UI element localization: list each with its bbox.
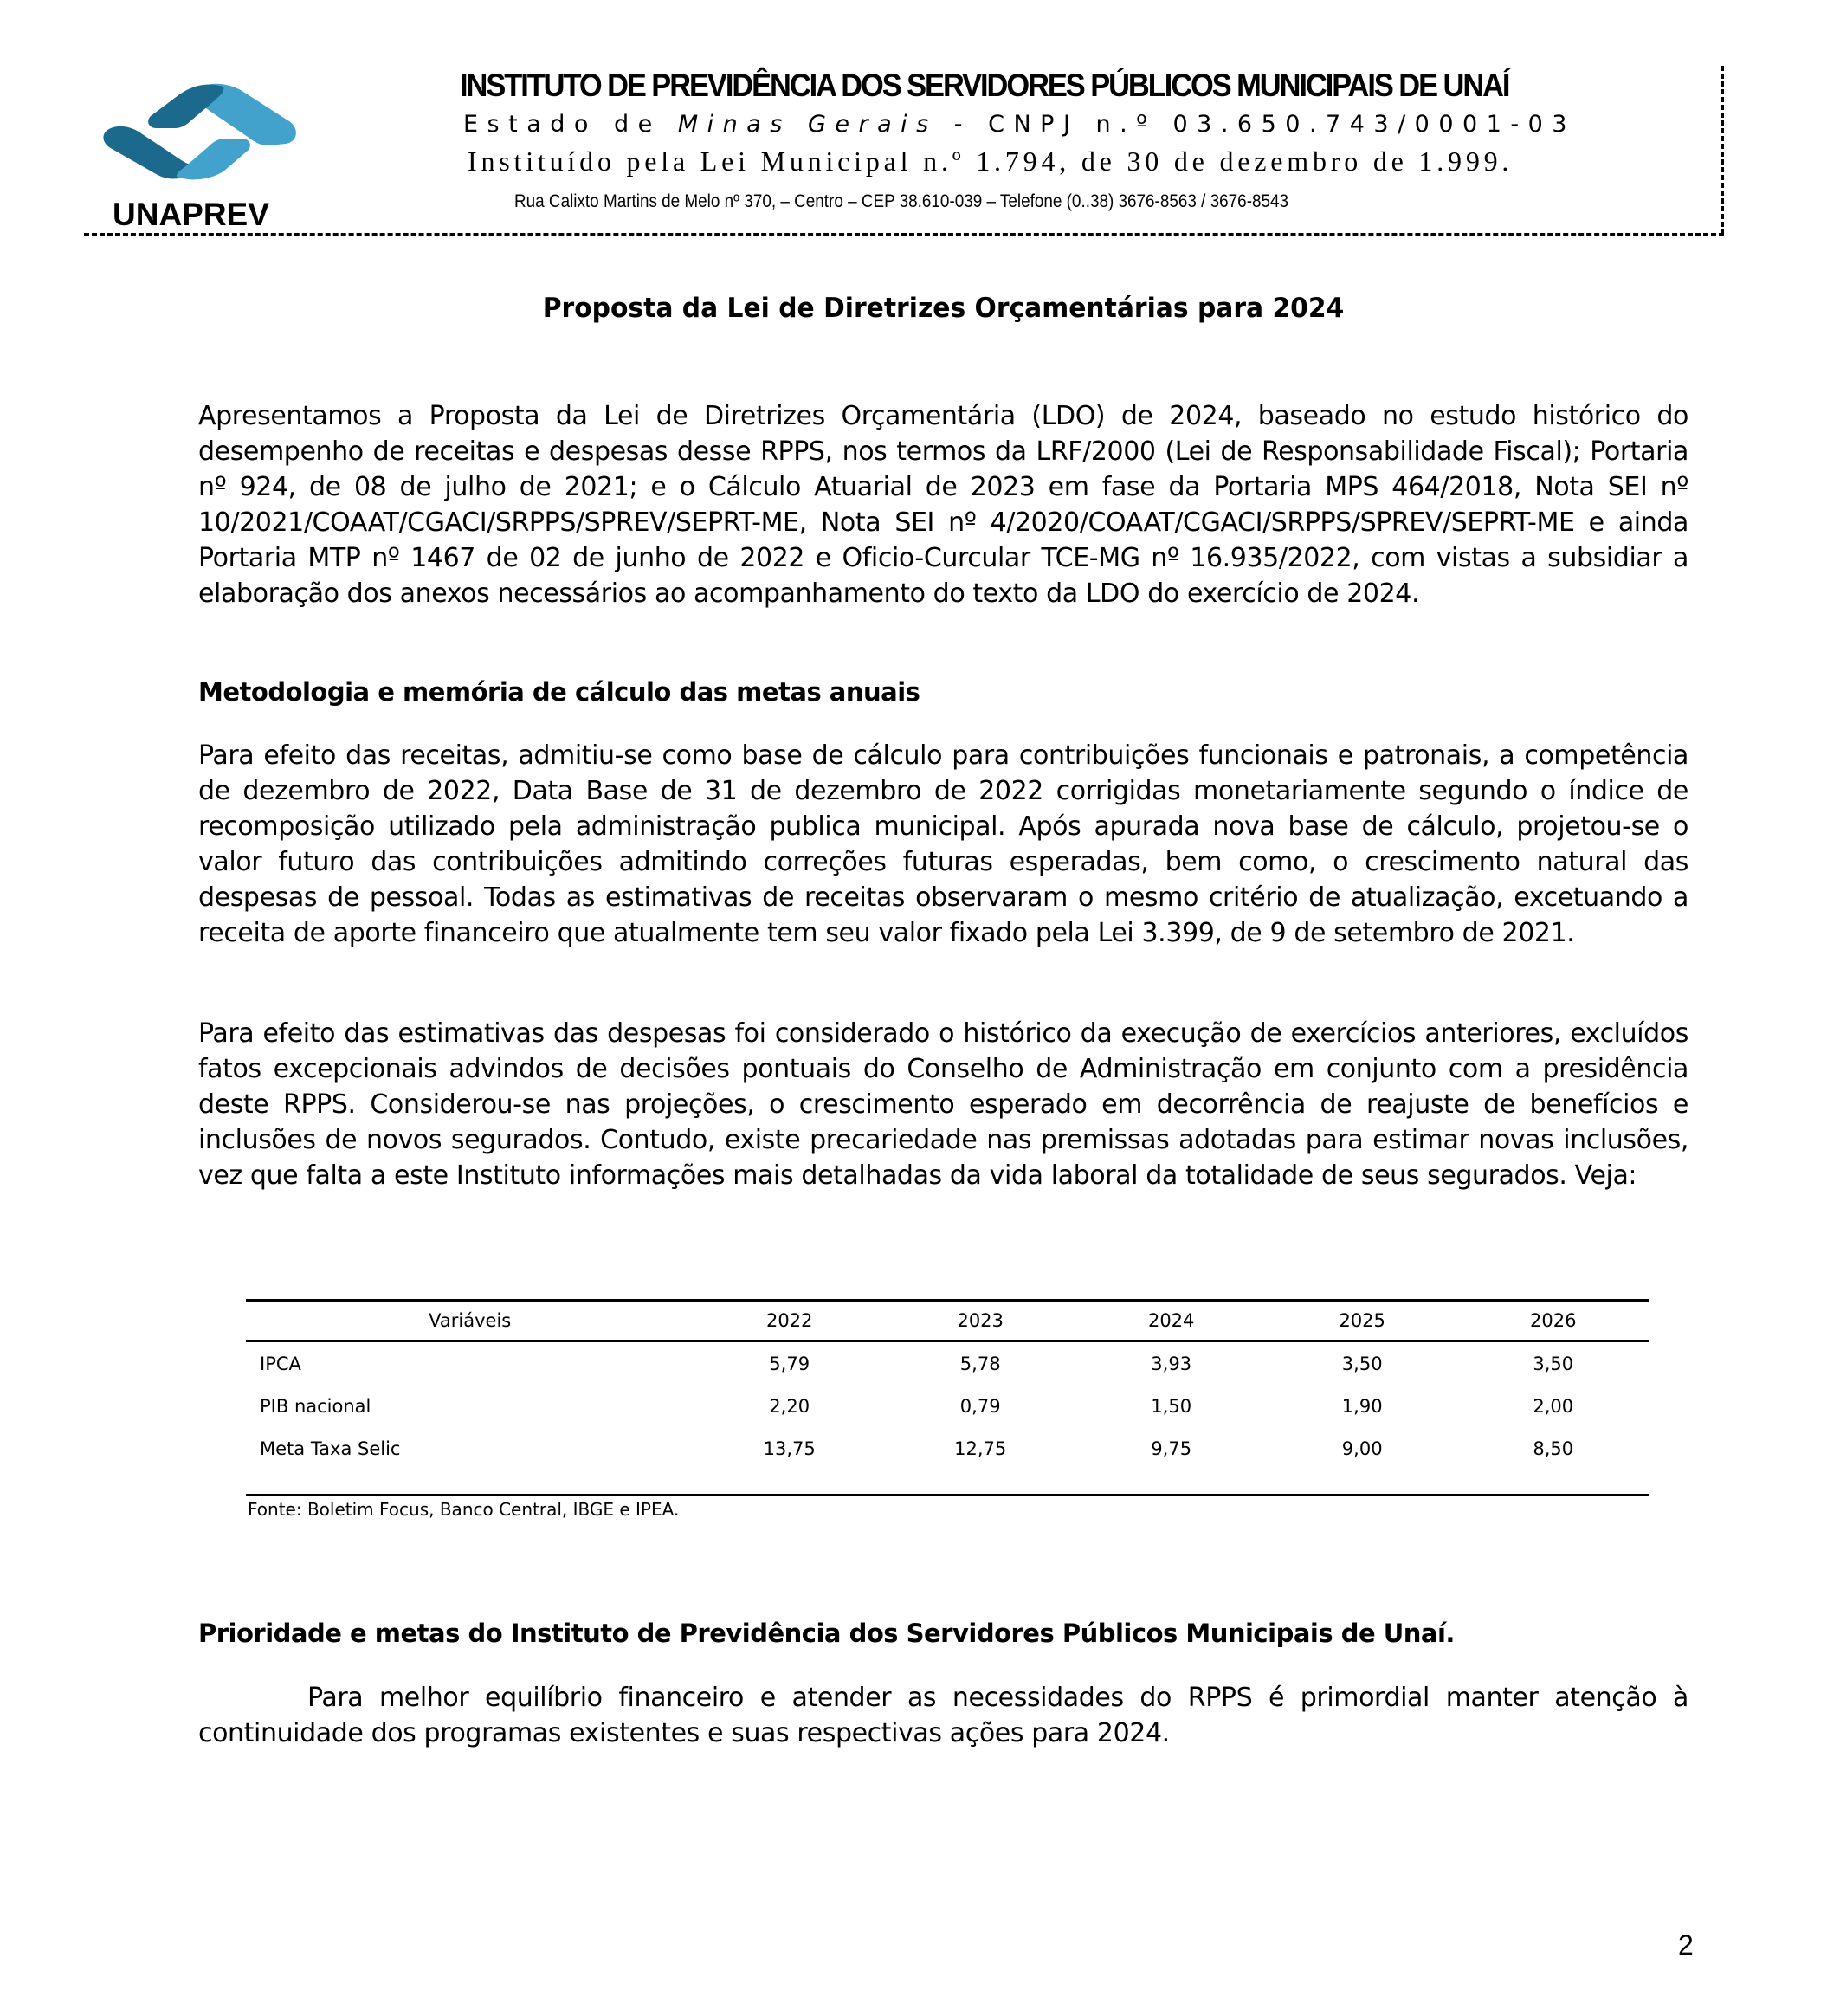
economic-variables-table [246,1299,1649,1496]
table-cell: 8,50 [1533,1438,1574,1459]
cnpj: - CNPJ n.º 03.650.743/0001-03 [937,111,1576,138]
table-cell: 3,50 [1533,1353,1574,1374]
table-cell: 3,50 [1341,1353,1383,1374]
column-header: 2022 [694,1302,885,1341]
row-label: Meta Taxa Selic [260,1438,401,1459]
state-name: Minas Gerais [677,111,938,138]
table-cell: 12,75 [954,1438,1007,1459]
section-heading-methodology: Metodologia e memória de cálculo das metas anuais [198,677,920,707]
state-prefix: Estado de [463,111,678,138]
column-header: 2025 [1267,1302,1458,1341]
column-header: 2024 [1075,1302,1267,1341]
unaprev-logo-icon [94,78,301,184]
table-source-note: Fonte: Boletim Focus, Banco Central, IBGE e IPEA. [248,1499,680,1520]
table-cell: 9,75 [1151,1438,1192,1459]
row-label: IPCA [260,1353,301,1374]
revenue-paragraph: Para efeito das receitas, admitiu-se como base de cálculo para contribuições funcionais e patronais, a competência de dezembro de 2022, Data Base de 31 de dezembro de 2022 corrigidas monetariamente segundo o índice de recomposição utilizado pela administração publica municipal. Após apurada nova base de cálculo, projetou-se o valor futuro das contribuições admitindo correções futuras esperadas, bem como, o crescimento natural das despesas de pessoal. Todas as estimativas de receitas observaram o mesmo critério de atualização, excetuando a receita de aporte financeiro que atualmente tem seu valor fixado pela Lei 3.399, de 9 de setembro de 2021. [198,740,1688,948]
page-number: 2 [1678,1929,1694,1961]
table-header-row [246,1302,1649,1341]
column-header: Variáveis [246,1302,694,1341]
founding-law: Instituído pela Lei Municipal n.º 1.794, de 30 de dezembro de 1.999. [468,145,1514,177]
table-row [246,1341,1649,1386]
header-right-border [1721,66,1724,235]
address-line: Rua Calixto Martins de Melo nº 370, – Centro – CEP 38.610-039 – Telefone (0..38) 3676-8563 / 3676-8543 [514,191,1289,211]
unaprev-logo [94,78,301,184]
table-cell: 0,79 [959,1395,1001,1417]
table-cell: 2,20 [769,1395,810,1417]
priorities-paragraph: Para melhor equilíbrio financeiro e atender as necessidades do RPPS é primordial manter atenção à continuidade dos programas existentes e suas respectivas ações para 2024. [198,1683,1688,1748]
column-header: 2023 [885,1302,1076,1341]
row-label: PIB nacional [260,1395,371,1417]
table-cell: 9,00 [1341,1438,1383,1459]
column-header: 2026 [1457,1302,1649,1341]
intro-paragraph: Apresentamos a Proposta da Lei de Diretrizes Orçamentária (LDO) de 2024, baseado no estudo histórico do desempenho de receitas e despesas desse RPPS, nos termos da LRF/2000 (Lei de Responsabilidade Fiscal); Portaria nº 924, de 08 de julho de 2021; e o Cálculo Atuarial de 2023 em fase da Portaria MPS 464/2018, Nota SEI nº 10/2021/COAAT/CGACI/SRPPS/SPREV/SEPRT-ME, Nota SEI nº 4/2020/COAAT/CGACI/SRPPS/SPREV/SEPRT-ME e ainda Portaria MTP nº 1467 de 02 de junho de 2022 e Oficio-Curcular TCE-MG nº 16.935/2022, com vistas a subsidiar a elaboração dos anexos necessários ao acompanhamento do texto da LDO do exercício de 2024. [198,401,1688,609]
institution-name: INSTITUTO DE PREVIDÊNCIA DOS SERVIDORES PÚBLICOS MUNICIPAIS DE UNAÍ [460,68,1509,103]
document-title: Proposta da Lei de Diretrizes Orçamentárias para 2024 [542,293,1345,324]
header-divider [84,233,1724,236]
table-cell: 1,90 [1341,1395,1383,1417]
brand-name: UNAPREV [113,197,269,232]
table-cell: 13,75 [763,1438,816,1459]
table-cell: 5,79 [769,1353,810,1374]
table-cell: 5,78 [959,1353,1001,1374]
table-row [246,1385,1649,1427]
table-row [246,1427,1649,1494]
table-cell: 2,00 [1533,1395,1574,1417]
section-heading-priorities: Prioridade e metas do Instituto de Previdência dos Servidores Públicos Municipais de Unaí. [198,1619,1455,1648]
expense-paragraph: Para efeito das estimativas das despesas foi considerado o histórico da execução de exercícios anteriores, excluídos fatos excepcionais advindos de decisões pontuais do Conselho de Administração em conjunto com a presidência deste RPPS. Considerou-se nas projeções, o crescimento esperado em decorrência de reajuste de benefícios e inclusões de novos segurados. Contudo, existe precariedade nas premissas adotadas para estimar novas inclusões, vez que falta a este Instituto informações mais detalhadas da vida laboral da totalidade de seus segurados. Veja: [198,1018,1688,1191]
table-cell: 1,50 [1151,1395,1192,1417]
table-cell: 3,93 [1151,1353,1192,1374]
state-cnpj-line [463,111,1576,139]
